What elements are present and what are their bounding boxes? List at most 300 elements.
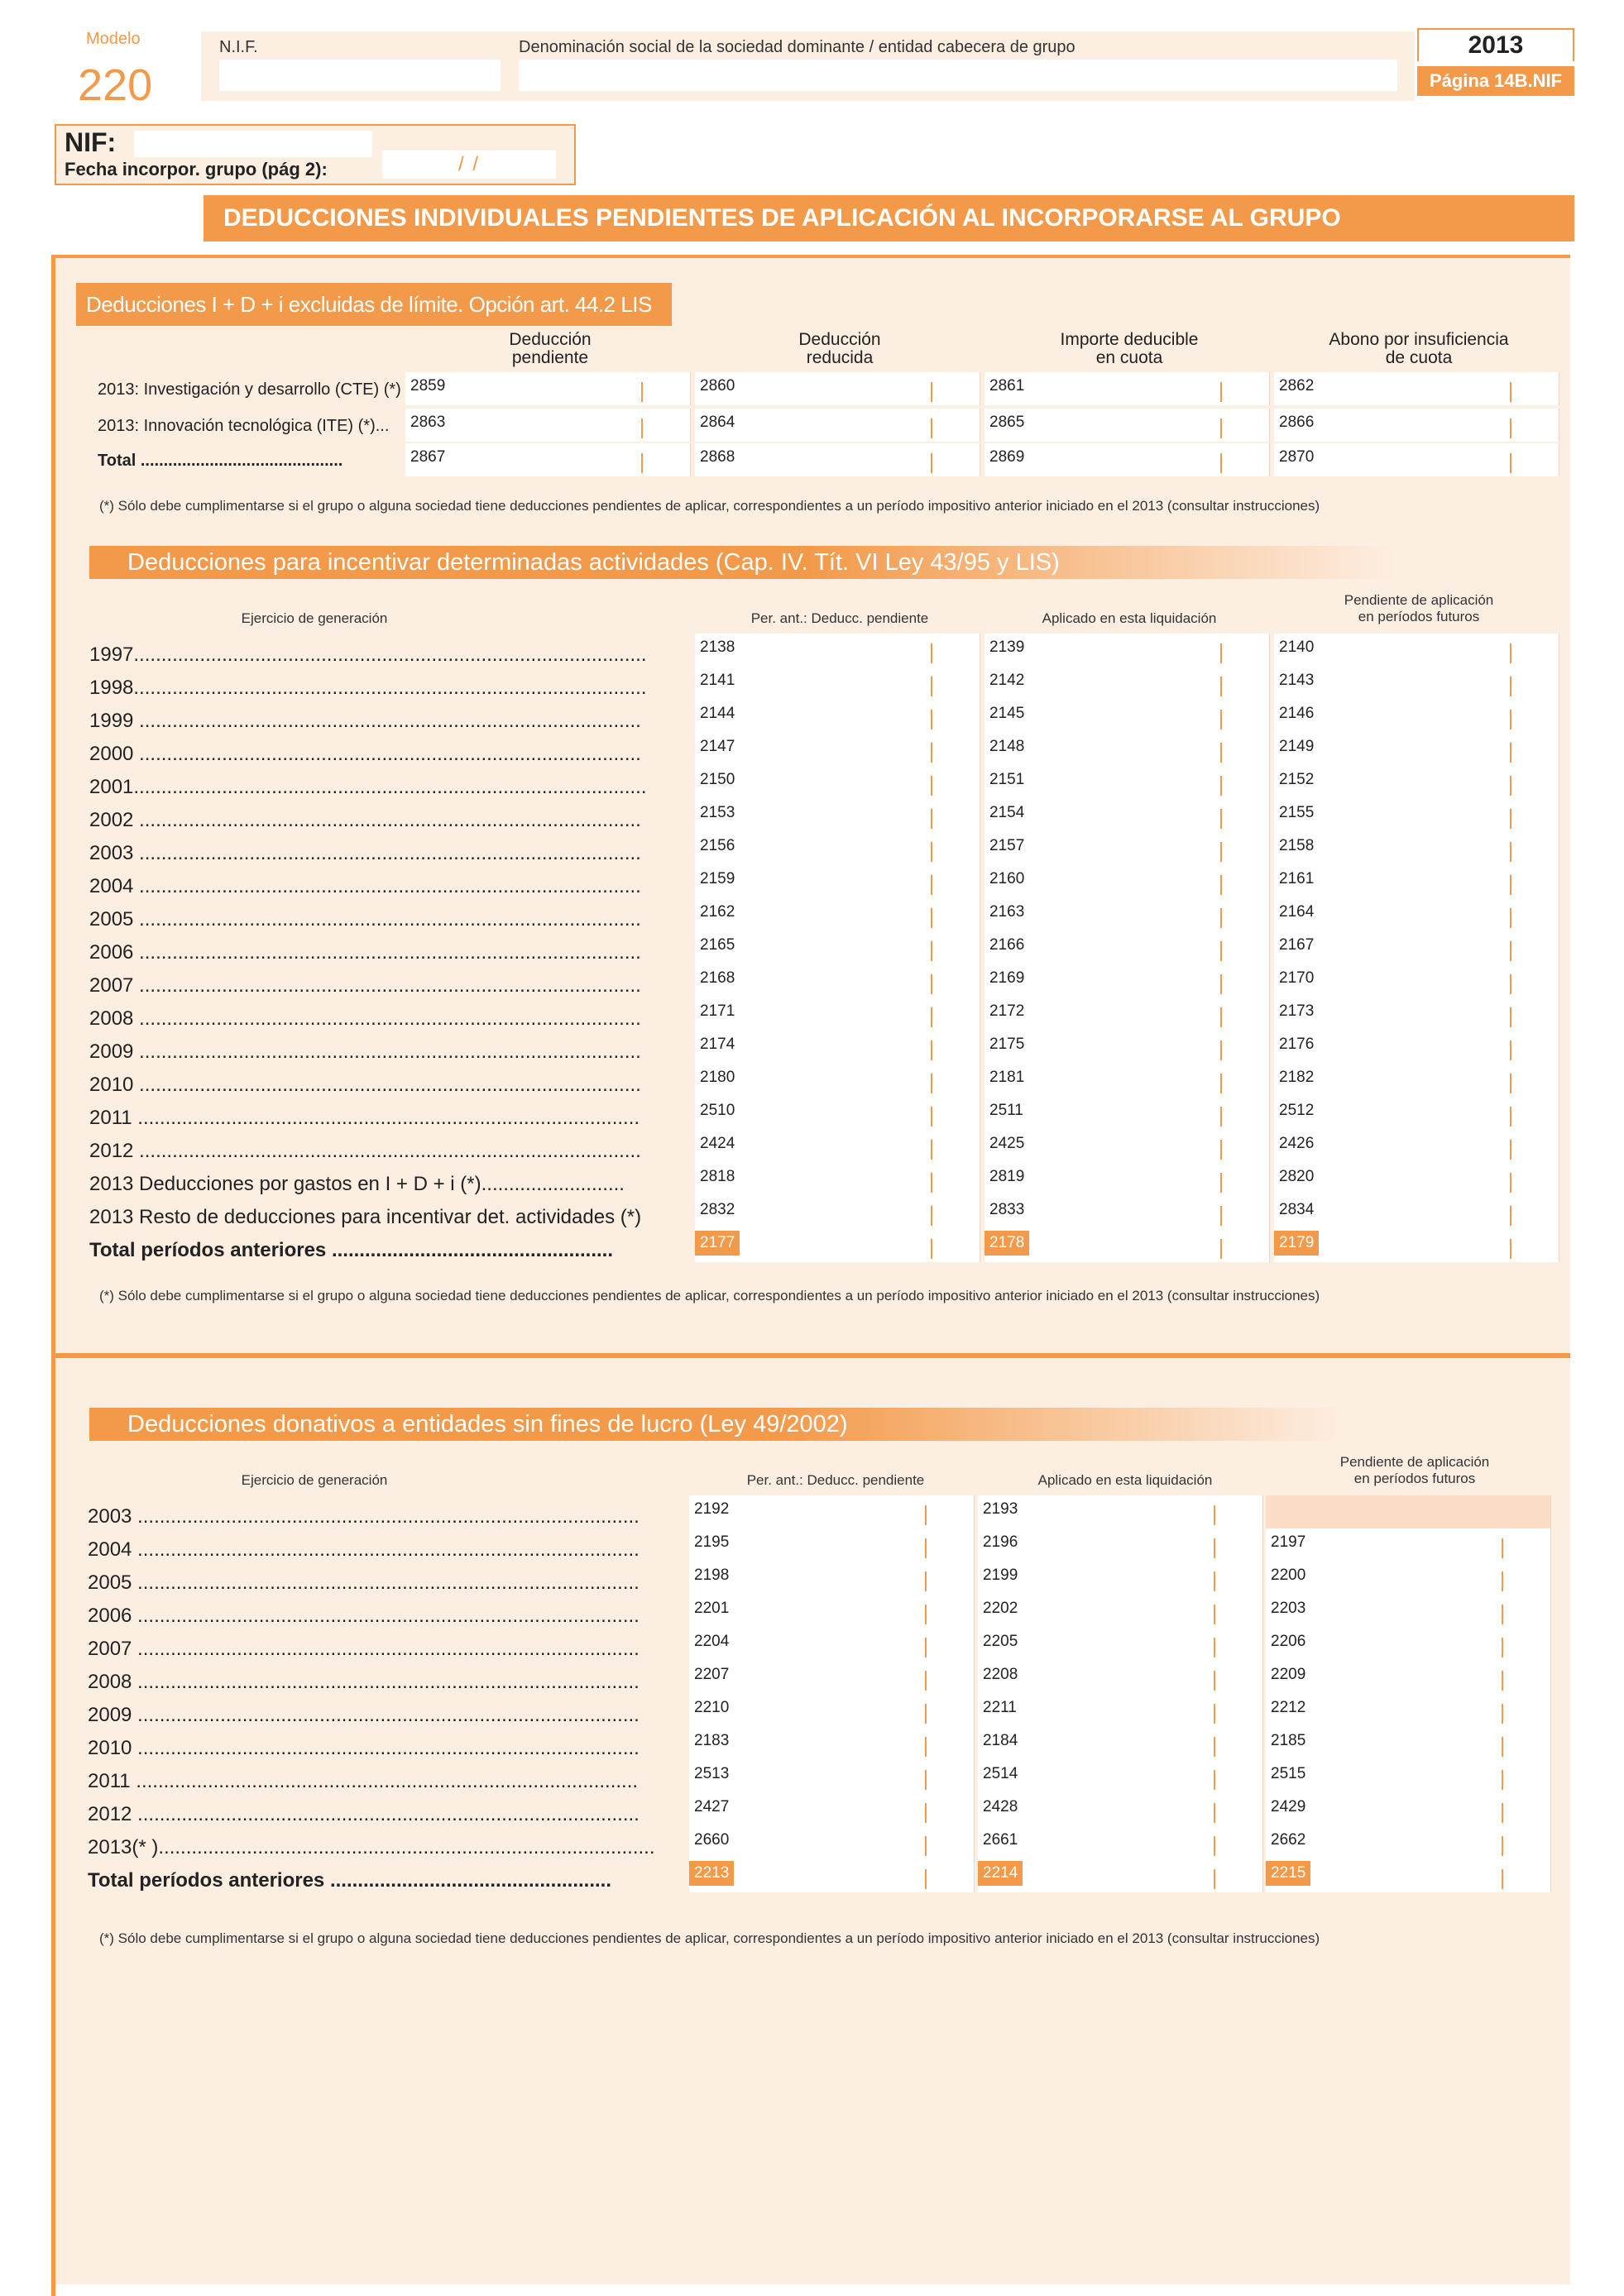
s3-col-pendiente (1270, 1454, 1559, 1487)
s1-col-deduccion-reducida (695, 331, 984, 367)
s1-box-code: 2861 (989, 377, 1025, 395)
s2-box-code: 2178 (984, 1231, 1029, 1256)
s3-box-code: 2208 (983, 1666, 1018, 1683)
fecha-label: Fecha incorpor. grupo (pág 2): (65, 159, 328, 179)
s2-box-code: 2152 (1279, 771, 1315, 788)
s2-year-label: 2011 ........................................................................................... (89, 1107, 640, 1129)
s2-box-code: 2159 (700, 870, 735, 887)
s3-year-label: 2009 ........................................................................................... (88, 1704, 640, 1726)
s1-cell[interactable] (695, 443, 980, 476)
s2-cell[interactable] (1274, 964, 1559, 997)
s2-decimal-separator (1510, 743, 1511, 763)
s2-decimal-separator (931, 974, 932, 994)
fecha-field[interactable]: / / (382, 151, 556, 179)
s3-cell[interactable] (689, 1727, 975, 1760)
s3-decimal-separator (1502, 1869, 1503, 1889)
panel-top-border (53, 255, 1570, 258)
s2-year-label: 2003 ........................................................................................... (89, 842, 641, 864)
s2-decimal-separator (1510, 1040, 1511, 1060)
s2-box-code: 2181 (989, 1069, 1025, 1086)
s2-box-code: 2833 (989, 1201, 1025, 1218)
s2-box-code: 2512 (1279, 1102, 1315, 1119)
s2-year-label: 2010 ........................................................................................... (89, 1074, 641, 1096)
s1-col4-line2: de cuota (1385, 348, 1453, 367)
s2-cell[interactable] (695, 832, 980, 865)
s2-decimal-separator (1510, 1173, 1511, 1193)
s2-cell[interactable] (1274, 1229, 1559, 1262)
nif-label: N.I.F. (219, 38, 258, 56)
s2-decimal-separator (1220, 710, 1222, 729)
s2-decimal-separator (1510, 875, 1511, 895)
s2-box-code: 2182 (1279, 1069, 1315, 1086)
s3-decimal-separator (1214, 1571, 1215, 1591)
s3-cell[interactable] (1266, 1661, 1551, 1694)
s2-cell[interactable] (1274, 799, 1559, 832)
s3-decimal-separator (1502, 1671, 1503, 1691)
s2-decimal-separator (931, 809, 932, 829)
s1-cell[interactable] (695, 409, 980, 442)
s3-box-code: 2200 (1271, 1567, 1306, 1584)
s2-decimal-separator (1220, 1107, 1222, 1126)
nif-box-label: NIF: (65, 127, 117, 157)
s3-decimal-separator (1502, 1605, 1503, 1624)
s2-cell[interactable] (984, 1097, 1270, 1130)
s3-cell[interactable] (978, 1661, 1263, 1694)
s2-decimal-separator (1220, 776, 1222, 796)
s2-decimal-separator (931, 643, 932, 663)
s2-box-code: 2161 (1279, 870, 1315, 887)
s2-col-per-ant: Per. ant.: Deducc. pendiente (750, 610, 929, 626)
s2-box-code: 2158 (1279, 837, 1315, 854)
s2-cell[interactable] (695, 700, 980, 733)
s3-box-code: 2196 (983, 1533, 1018, 1551)
s2-decimal-separator (931, 710, 932, 729)
s3-cell[interactable] (978, 1727, 1263, 1760)
s2-cell[interactable] (1274, 1064, 1559, 1097)
s1-decimal-separator (641, 419, 643, 438)
s2-col-ejercicio: Ejercicio de generación (241, 610, 388, 626)
s2-col-pendiente (1274, 592, 1564, 625)
s2-decimal-separator (1510, 643, 1511, 663)
s1-cell[interactable] (1274, 443, 1559, 476)
s2-cell[interactable] (1274, 1196, 1559, 1229)
s2-cell[interactable] (695, 1196, 980, 1229)
s1-decimal-separator (931, 419, 932, 438)
s1-col3-line2: en cuota (1095, 348, 1163, 367)
s3-box-code: 2212 (1271, 1699, 1306, 1716)
s1-box-code: 2868 (700, 448, 735, 466)
s3-decimal-separator (1214, 1605, 1215, 1624)
s2-decimal-separator (1220, 1239, 1222, 1259)
s1-decimal-separator (1220, 382, 1222, 402)
s2-cell[interactable] (1274, 1130, 1559, 1163)
s3-cell[interactable] (689, 1628, 975, 1661)
s3-cell[interactable] (689, 1760, 975, 1793)
s2-cell[interactable] (984, 667, 1270, 700)
s2-year-label: 2013 Deducciones por gastos en I + D + i (*).......................... (89, 1173, 625, 1195)
s3-cell[interactable] (1266, 1528, 1551, 1562)
s3-cell[interactable] (1266, 1595, 1551, 1628)
s2-box-code: 2138 (700, 639, 735, 656)
nif-box-field[interactable] (134, 131, 372, 157)
s2-box-code: 2162 (700, 903, 735, 921)
s2-decimal-separator (1510, 776, 1511, 796)
s3-box-code: 2206 (1271, 1633, 1306, 1650)
s2-box-code: 2173 (1279, 1002, 1315, 1020)
s3-decimal-separator (1214, 1671, 1215, 1691)
s3-year-label: 2011 ........................................................................................... (88, 1770, 639, 1792)
s2-cell[interactable] (984, 1229, 1270, 1262)
s2-cell[interactable] (1274, 1097, 1559, 1130)
s2-box-code: 2149 (1279, 738, 1315, 755)
s2-box-code: 2155 (1279, 804, 1315, 821)
s3-decimal-separator (925, 1571, 927, 1591)
s2-col-aplicado: Aplicado en esta liquidación (1042, 610, 1217, 626)
s3-year-label: 2008 ........................................................................................... (88, 1671, 640, 1693)
s1-decimal-separator (931, 382, 932, 402)
denominacion-field[interactable] (519, 60, 1397, 91)
s2-cell[interactable] (1274, 766, 1559, 799)
s1-cell[interactable] (695, 372, 980, 405)
s3-decimal-separator (1214, 1638, 1215, 1657)
main-title: DEDUCCIONES INDIVIDUALES PENDIENTES DE APLICACIÓN AL INCORPORARSE AL GRUPO (204, 195, 1574, 242)
s3-cell[interactable] (689, 1859, 975, 1892)
s3-decimal-separator (925, 1770, 927, 1790)
s3-decimal-separator (1502, 1803, 1503, 1823)
s2-footnote: (*) Sólo debe cumplimentarse si el grupo o alguna sociedad tiene deducciones pendientes de aplicar, correspondientes a un período impositivo anterior iniciado en el 2013 (consultar instrucciones) (99, 1288, 1320, 1303)
s3-col-ejercicio: Ejercicio de generación (241, 1472, 388, 1488)
s2-cell[interactable] (695, 1097, 980, 1130)
s2-box-code: 2179 (1274, 1231, 1319, 1256)
s2-cell[interactable] (695, 766, 980, 799)
s3-cell[interactable] (1266, 1562, 1551, 1595)
s3-box-code: 2192 (694, 1500, 730, 1518)
s2-cell[interactable] (695, 1163, 980, 1196)
s2-box-code: 2174 (700, 1036, 735, 1053)
s3-cell[interactable] (978, 1528, 1263, 1562)
s2-cell[interactable] (695, 964, 980, 997)
s2-decimal-separator (931, 941, 932, 961)
s2-cell[interactable] (984, 997, 1270, 1031)
s3-year-label: 2003 ........................................................................................... (88, 1505, 640, 1528)
s2-decimal-separator (1510, 809, 1511, 829)
s2-decimal-separator (931, 875, 932, 895)
s2-box-code: 2167 (1279, 936, 1315, 954)
s2-cell[interactable] (695, 1229, 980, 1262)
s1-decimal-separator (641, 382, 643, 402)
s1-cell[interactable] (405, 372, 691, 405)
s1-box-code: 2863 (410, 414, 446, 431)
s2-year-label: 2002 ........................................................................................... (89, 809, 641, 831)
s2-cell[interactable] (984, 832, 1270, 865)
s1-col4-line1: Abono por insuficiencia (1329, 330, 1509, 349)
s2-cell[interactable] (695, 799, 980, 832)
panel-left-border (51, 255, 55, 2296)
s3-col-aplicado: Aplicado en esta liquidación (1037, 1472, 1213, 1488)
s2-decimal-separator (1220, 677, 1222, 696)
s2-year-label: 1997............................................................................................. (89, 643, 647, 666)
s2-box-code: 2143 (1279, 672, 1315, 689)
s3-cell[interactable] (1266, 1859, 1551, 1892)
s2-cell[interactable] (984, 799, 1270, 832)
s3-box-code: 2195 (694, 1533, 730, 1551)
s1-row-label: 2013: Investigación y desarrollo (CTE) (*) (98, 380, 401, 399)
s2-cell[interactable] (1274, 667, 1559, 700)
s2-decimal-separator (1220, 1007, 1222, 1027)
s2-box-code: 2168 (700, 969, 735, 987)
s1-col3-line1: Importe deducible (1060, 330, 1199, 349)
s2-box-code: 2147 (700, 738, 735, 755)
s2-box-code: 2169 (989, 969, 1025, 987)
s3-cell[interactable] (978, 1760, 1263, 1793)
s3-decimal-separator (925, 1737, 927, 1757)
s2-decimal-separator (931, 1140, 932, 1160)
s2-box-code: 2146 (1279, 705, 1315, 722)
s3-decimal-separator (1214, 1869, 1215, 1889)
s2-cell[interactable] (1274, 997, 1559, 1031)
s2-year-label: 2013 Resto de deducciones para incentivar det. actividades (*) (89, 1206, 642, 1228)
s2-cell[interactable] (695, 931, 980, 964)
s2-box-code: 2140 (1279, 639, 1315, 656)
s3-decimal-separator (925, 1836, 927, 1856)
s3-cell[interactable] (1266, 1628, 1551, 1661)
s2-decimal-separator (931, 1107, 932, 1126)
s2-cell[interactable] (1274, 1163, 1559, 1196)
s3-cell[interactable] (978, 1628, 1263, 1661)
s1-col-importe-deducible (984, 331, 1274, 367)
page-badge: Página 14B.NIF (1417, 66, 1574, 96)
s2-cell[interactable] (984, 634, 1270, 667)
s2-cell[interactable] (984, 865, 1270, 898)
s2-cell[interactable] (1274, 898, 1559, 931)
s3-cell[interactable] (689, 1793, 975, 1826)
s2-box-code: 2177 (695, 1231, 740, 1256)
s3-decimal-separator (925, 1704, 927, 1724)
s2-cell[interactable] (695, 898, 980, 931)
s2-cell[interactable] (695, 1064, 980, 1097)
s3-box-code: 2202 (983, 1600, 1018, 1617)
s3-cell[interactable] (978, 1826, 1263, 1859)
s3-box-code: 2198 (694, 1567, 730, 1584)
s2-decimal-separator (931, 1239, 932, 1259)
s2-cell[interactable] (984, 1031, 1270, 1064)
s1-footnote: (*) Sólo debe cumplimentarse si el grupo o alguna sociedad tiene deducciones pendientes de aplicar, correspondientes a un período impositivo anterior iniciado en el 2013 (consultar instrucciones) (99, 498, 1320, 514)
s2-cell[interactable] (984, 931, 1270, 964)
s2-year-label: 1999 ........................................................................................... (89, 710, 641, 732)
s2-cell[interactable] (984, 1130, 1270, 1163)
s2-decimal-separator (931, 1074, 932, 1093)
s2-decimal-separator (1510, 677, 1511, 696)
s2-decimal-separator (1510, 1239, 1511, 1259)
s2-cell[interactable] (1274, 634, 1559, 667)
s2-box-code: 2424 (700, 1135, 735, 1152)
s2-cell[interactable] (984, 1196, 1270, 1229)
s3-cell[interactable] (1266, 1826, 1551, 1859)
s2-cell[interactable] (984, 1163, 1270, 1196)
s1-decimal-separator (1220, 419, 1222, 438)
s2-cell[interactable] (695, 733, 980, 766)
s2-box-code: 2511 (989, 1102, 1023, 1119)
s1-col-abono (1274, 331, 1564, 367)
s3-decimal-separator (1214, 1803, 1215, 1823)
s3-decimal-separator (925, 1638, 927, 1657)
s2-year-label: 1998............................................................................................. (89, 677, 647, 699)
s3-decimal-separator (1214, 1836, 1215, 1856)
s2-decimal-separator (1510, 941, 1511, 961)
s2-box-code: 2180 (700, 1069, 735, 1086)
s2-cell[interactable] (1274, 700, 1559, 733)
s3-decimal-separator (925, 1869, 927, 1889)
nif-field[interactable] (219, 60, 501, 91)
s2-decimal-separator (931, 1206, 932, 1226)
s3-cell[interactable] (1266, 1694, 1551, 1727)
s1-col2-line1: Deducción (798, 330, 881, 349)
s1-cell[interactable] (984, 372, 1270, 405)
s1-decimal-separator (931, 453, 932, 473)
s1-cell[interactable] (405, 409, 691, 442)
s1-box-code: 2866 (1279, 414, 1315, 431)
s2-box-code: 2172 (989, 1002, 1025, 1020)
s2-cell[interactable] (695, 634, 980, 667)
s3-cell[interactable] (689, 1694, 975, 1727)
s3-cell[interactable] (978, 1595, 1263, 1628)
s3-box-code: 2184 (983, 1732, 1018, 1749)
s1-cell[interactable] (1274, 372, 1559, 405)
s1-row-label: 2013: Innovación tecnológica (ITE) (*)... (98, 417, 390, 435)
s3-box-code: 2203 (1271, 1600, 1306, 1617)
s2-cell[interactable] (984, 964, 1270, 997)
s2-cell[interactable] (1274, 865, 1559, 898)
s1-cell[interactable] (984, 409, 1270, 442)
s3-box-code: 2185 (1271, 1732, 1306, 1749)
s3-footnote: (*) Sólo debe cumplimentarse si el grupo o alguna sociedad tiene deducciones pendientes de aplicar, correspondientes a un período impositivo anterior iniciado en el 2013 (consultar instrucciones) (99, 1930, 1320, 1946)
s2-cell[interactable] (695, 865, 980, 898)
s2-cell[interactable] (984, 1064, 1270, 1097)
s2-cell[interactable] (1274, 733, 1559, 766)
s2-cell[interactable] (695, 667, 980, 700)
s3-box-code: 2514 (983, 1765, 1018, 1782)
s2-box-code: 2176 (1279, 1036, 1315, 1053)
s2-box-code: 2160 (989, 870, 1025, 887)
s3-decimal-separator (1214, 1704, 1215, 1724)
s3-box-code: 2513 (694, 1765, 730, 1782)
s3-cell[interactable] (978, 1859, 1263, 1892)
s1-box-code: 2860 (700, 377, 735, 395)
s3-cell[interactable] (689, 1495, 975, 1528)
s3-cell[interactable] (1266, 1495, 1551, 1528)
s2-decimal-separator (931, 908, 932, 928)
s2-decimal-separator (1220, 941, 1222, 961)
s2-decimal-separator (1220, 643, 1222, 663)
s3-decimal-separator (1502, 1737, 1503, 1757)
s3-cell[interactable] (1266, 1760, 1551, 1793)
s2-decimal-separator (1510, 1074, 1511, 1093)
s3-cell[interactable] (689, 1528, 975, 1562)
s2-decimal-separator (1510, 1206, 1511, 1226)
s2-col-pendiente-line1: Pendiente de aplicación (1344, 592, 1494, 608)
s3-decimal-separator (925, 1803, 927, 1823)
s3-decimal-separator (1214, 1505, 1215, 1525)
s3-decimal-separator (1502, 1836, 1503, 1856)
s2-decimal-separator (1220, 809, 1222, 829)
s3-year-label: 2005 ........................................................................................... (88, 1571, 640, 1594)
s3-cell[interactable] (978, 1793, 1263, 1826)
s3-box-code: 2193 (983, 1500, 1018, 1518)
s2-box-code: 2153 (700, 804, 735, 821)
s2-cell[interactable] (1274, 931, 1559, 964)
s2-cell[interactable] (695, 997, 980, 1031)
denominacion-label: Denominación social de la sociedad dominante / entidad cabecera de grupo (519, 38, 1075, 56)
s2-box-code: 2141 (700, 672, 735, 689)
s1-row-label: Total ............................................ (98, 452, 343, 470)
section-divider (53, 1353, 1570, 1358)
s2-box-code: 2170 (1279, 969, 1315, 987)
s2-decimal-separator (1220, 875, 1222, 895)
s2-decimal-separator (931, 1040, 932, 1060)
s3-cell[interactable] (1266, 1727, 1551, 1760)
s3-box-code: 2211 (983, 1699, 1017, 1716)
s1-cell[interactable] (405, 443, 691, 476)
s3-box-code: 2183 (694, 1732, 730, 1749)
s2-decimal-separator (1220, 908, 1222, 928)
s3-box-code: 2214 (978, 1861, 1023, 1886)
s2-box-code: 2832 (700, 1201, 735, 1218)
s3-cell[interactable] (1266, 1793, 1551, 1826)
s2-box-code: 2151 (989, 771, 1025, 788)
s2-cell[interactable] (984, 733, 1270, 766)
s1-cell[interactable] (1274, 409, 1559, 442)
s3-year-label: 2006 ........................................................................................... (88, 1605, 640, 1627)
s2-decimal-separator (1220, 1040, 1222, 1060)
s2-box-code: 2171 (700, 1002, 735, 1020)
s2-cell[interactable] (1274, 1031, 1559, 1064)
s2-decimal-separator (1220, 1173, 1222, 1193)
s3-cell[interactable] (689, 1826, 975, 1859)
s1-box-code: 2864 (700, 414, 735, 431)
s2-cell[interactable] (1274, 832, 1559, 865)
s3-col-pendiente-line2: en períodos futuros (1353, 1471, 1476, 1486)
s3-cell[interactable] (978, 1495, 1263, 1528)
s2-cell[interactable] (984, 766, 1270, 799)
s2-cell[interactable] (695, 1031, 980, 1064)
s3-cell[interactable] (978, 1694, 1263, 1727)
s1-box-code: 2862 (1279, 377, 1315, 395)
s2-box-code: 2175 (989, 1036, 1025, 1053)
s2-cell[interactable] (984, 898, 1270, 931)
s2-decimal-separator (1220, 1074, 1222, 1093)
s3-box-code: 2428 (983, 1798, 1018, 1815)
s3-cell[interactable] (689, 1661, 975, 1694)
s2-cell[interactable] (984, 700, 1270, 733)
s1-cell[interactable] (984, 443, 1270, 476)
s3-box-code: 2209 (1271, 1666, 1306, 1683)
s2-decimal-separator (1510, 1107, 1511, 1126)
s2-decimal-separator (931, 1173, 932, 1193)
section3-title: Deducciones donativos a entidades sin fines de lucro (Ley 49/2002) (89, 1408, 1347, 1441)
s1-decimal-separator (1510, 382, 1511, 402)
s3-year-label: 2012 ........................................................................................... (88, 1803, 640, 1825)
s3-cell[interactable] (689, 1595, 975, 1628)
s2-year-label: 2007 ........................................................................................... (89, 974, 641, 997)
s2-box-code: 2818 (700, 1168, 735, 1185)
s3-cell[interactable] (978, 1562, 1263, 1595)
s3-box-code: 2661 (983, 1831, 1018, 1849)
s2-cell[interactable] (695, 1130, 980, 1163)
s3-cell[interactable] (689, 1562, 975, 1595)
modelo-number: 220 (78, 60, 153, 110)
s2-decimal-separator (1510, 842, 1511, 862)
s3-box-code: 2201 (694, 1600, 730, 1617)
